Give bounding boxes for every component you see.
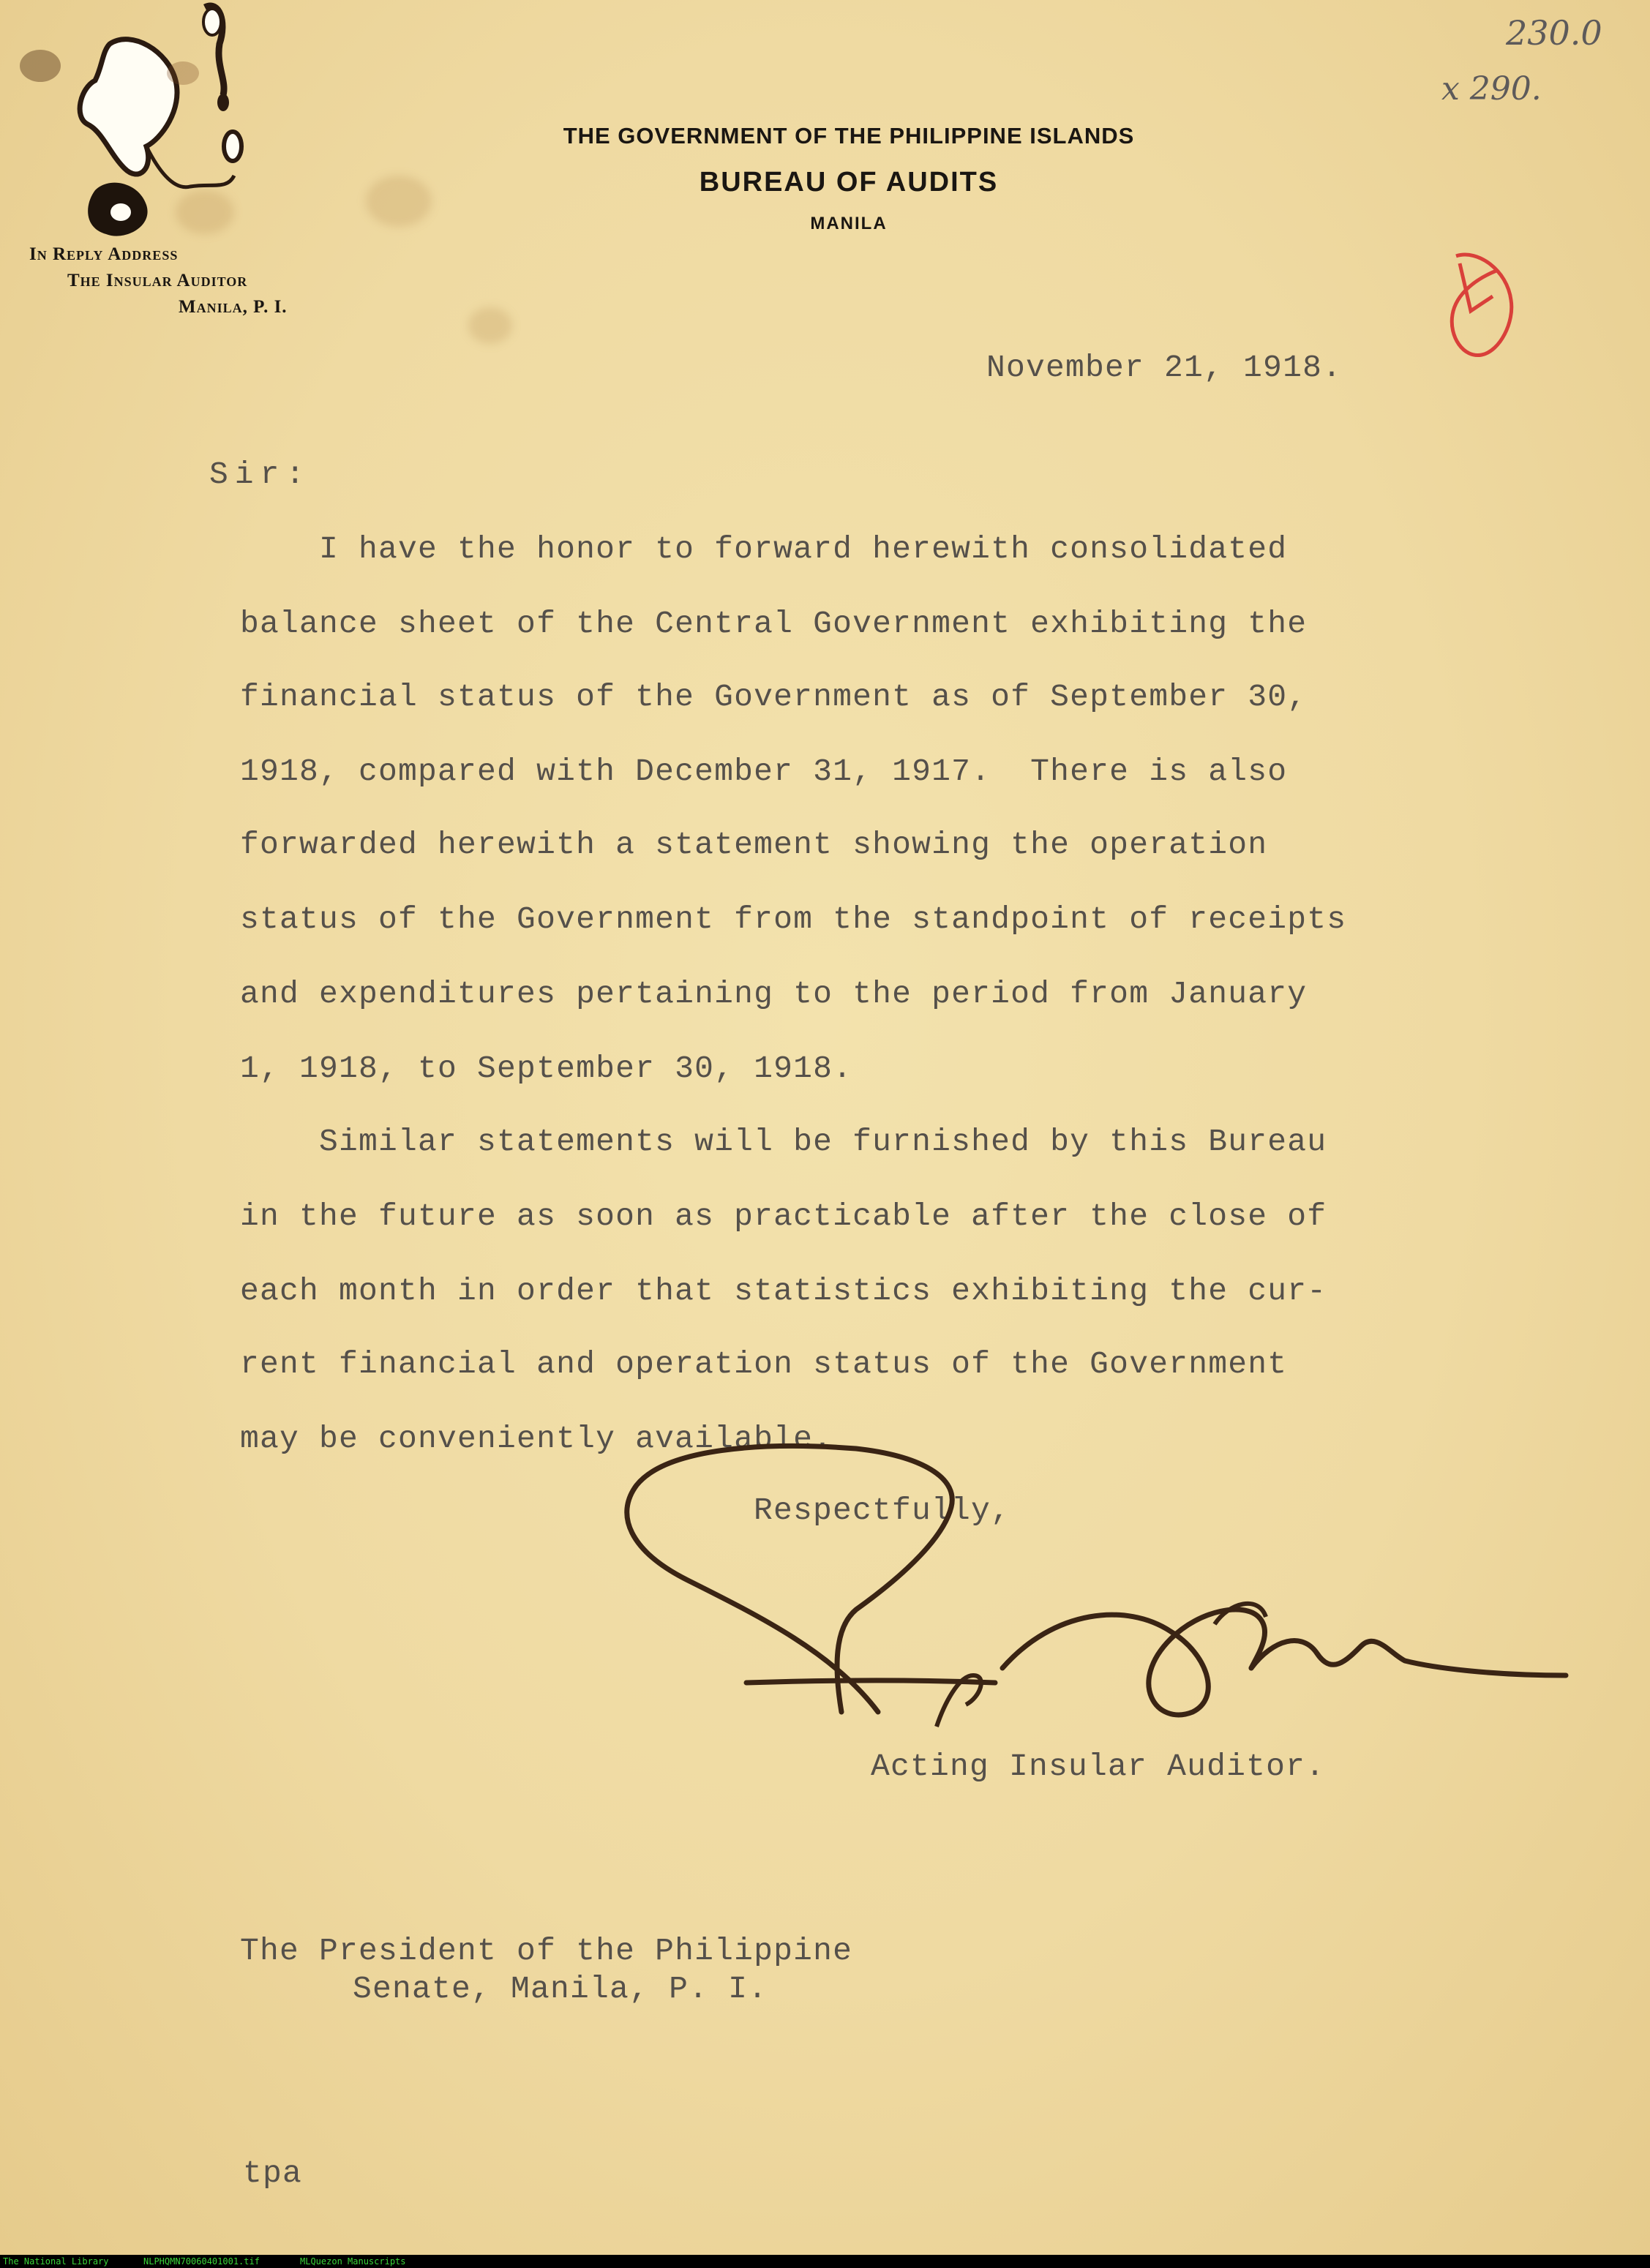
body-line: in the future as soon as practicable after the close of xyxy=(240,1198,1327,1234)
body-line: status of the Government from the standpoint of receipts xyxy=(240,901,1347,937)
body-line: and expenditures pertaining to the period from January xyxy=(240,976,1308,1012)
body-line: financial status of the Government as of September 30, xyxy=(240,679,1308,715)
paper-stain xyxy=(366,176,432,227)
typist-initials: tpa xyxy=(243,2155,303,2191)
letterhead-government: THE GOVERNMENT OF THE PHILIPPINE ISLANDS xyxy=(563,123,1135,149)
reply-address-line-3: Manila, P. I. xyxy=(179,297,288,317)
paper-stain xyxy=(468,307,512,344)
body-line: may be conveniently available. xyxy=(240,1421,833,1457)
scan-footer-bar xyxy=(0,2255,1650,2268)
footer-library: The National Library xyxy=(3,2256,109,2267)
letterhead-bureau: BUREAU OF AUDITS xyxy=(699,167,999,198)
addressee-line-1: The President of the Philippine xyxy=(240,1933,853,1969)
reply-address-line-1: In Reply Address xyxy=(29,244,179,264)
handwritten-note-1: 230.0 xyxy=(1506,13,1602,53)
body-line: forwarded herewith a statement showing the operation xyxy=(240,827,1268,863)
handwritten-signature xyxy=(615,1434,1580,1771)
body-line: Similar statements will be furnished by this Bureau xyxy=(240,1124,1327,1160)
body-line: 1918, compared with December 31, 1917. There is also xyxy=(240,754,1288,789)
handwritten-note-2: x 290. xyxy=(1441,70,1542,108)
closing: Respectfully, xyxy=(754,1492,1011,1528)
signer-title: Acting Insular Auditor. xyxy=(871,1749,1326,1784)
body-line: balance sheet of the Central Government exhibiting the xyxy=(240,606,1308,642)
letterhead-city: MANILA xyxy=(810,214,888,233)
addressee-line-2: Senate, Manila, P. I. xyxy=(353,1971,768,2007)
footer-file: NLPHQMN70060401001.tif xyxy=(143,2256,260,2267)
red-pencil-mark-icon xyxy=(1427,241,1529,366)
body-line: each month in order that statistics exhibiting the cur- xyxy=(240,1273,1327,1309)
reply-address-line-2: The Insular Auditor xyxy=(67,271,248,290)
body-line: rent financial and operation status of the Government xyxy=(240,1346,1288,1382)
footer-collection: MLQuezon Manuscripts xyxy=(300,2256,406,2267)
burn-damage-icon xyxy=(0,0,263,249)
letter-date: November 21, 1918. xyxy=(986,350,1343,386)
body-line: 1, 1918, to September 30, 1918. xyxy=(240,1051,853,1086)
salutation: Sir: xyxy=(209,457,312,492)
body-line: I have the honor to forward herewith consolidated xyxy=(240,531,1288,567)
